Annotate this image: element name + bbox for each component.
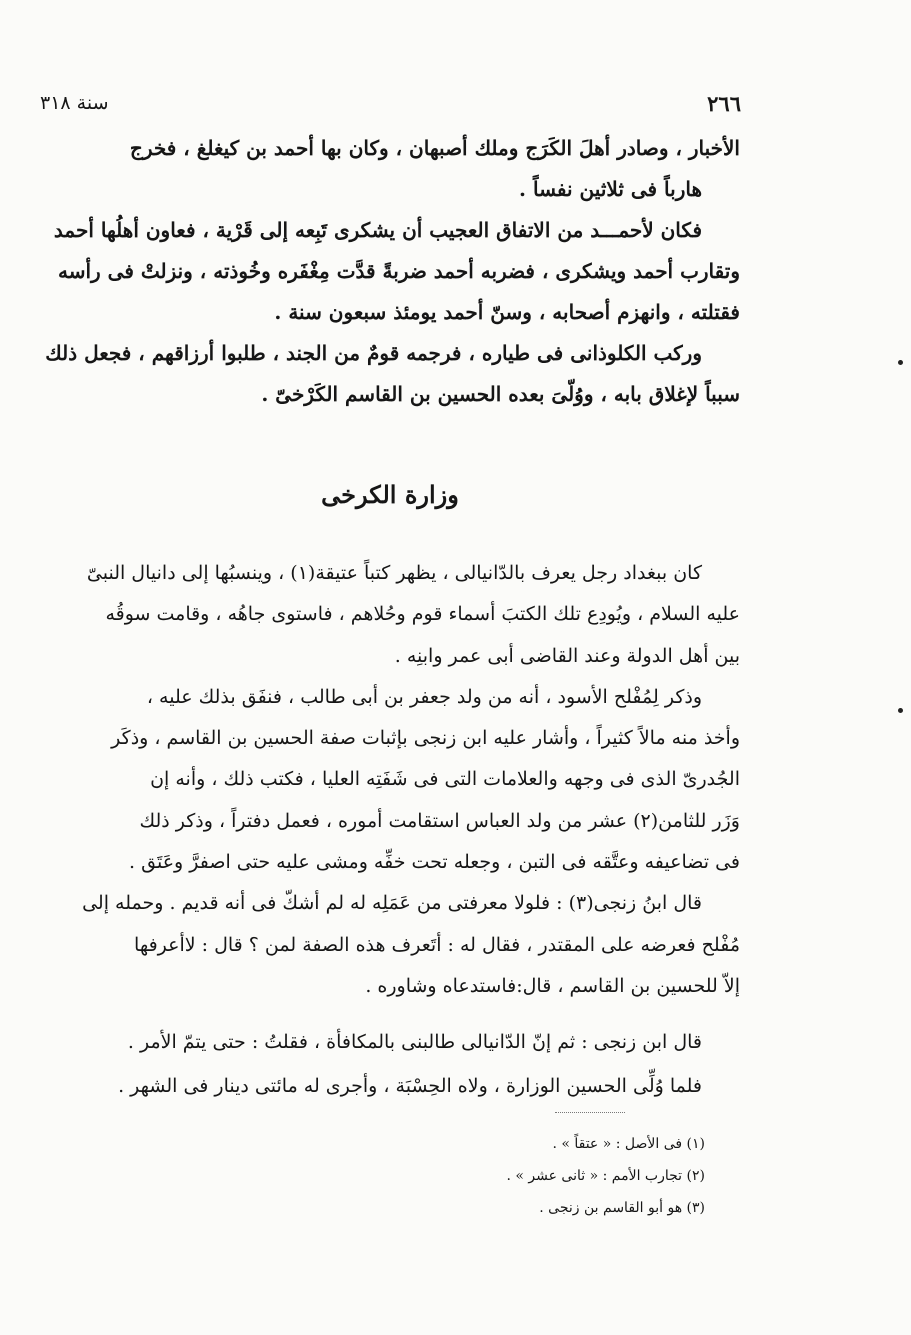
footnote-divider xyxy=(555,1112,625,1113)
text-line: هارباً فى ثلاثين نفساً . xyxy=(519,177,702,201)
page-number: ٢٦٦ xyxy=(707,90,741,116)
text-line: كان ببغداد رجل يعرف بالدّانيالى ، يظهر كتباً عتيقة(١) ، وينسبُها إلى دانيال النبىّ xyxy=(86,562,702,584)
text-line: وذكر لِمُفْلح الأسود ، أنه من ولد جعفر بن أبى طالب ، فنفَق بذلك عليه ، xyxy=(146,685,702,708)
text-line: الأخبار ، وصادر أهلَ الكَرَج وملك أصبهان ، وكان بها أحمد بن كيغلغ ، فخرج xyxy=(129,136,740,160)
text-line: عليه السلام ، ويُودِع تلك الكتبَ أسماء قوم وحُلاهم ، فاستوى جاهُه ، وقامت سوقُه xyxy=(105,603,740,626)
text-line: وَزَر للثامن(٢) عشر من ولد العباس استقامت أموره ، فعمل دفتراً ، وذكر ذلك xyxy=(139,809,740,832)
footnote: (١) فى الأصل : « عتقاً » . xyxy=(552,1136,705,1152)
section-2 xyxy=(40,553,740,1007)
text-line: قال ابنُ زنجى(٣) : فلولا معرفتى من عَمَلِه له لم أشكّ فى أنه قديم . وحمله إلى xyxy=(82,892,702,915)
margin-mark xyxy=(898,360,903,365)
text-line: إلاّ للحسين بن القاسم ، قال:فاستدعاه وشاوره . xyxy=(365,974,740,997)
text-line: وركب الكلوذانى فى طياره ، فرجمه قومٌ من الجند ، طلبوا أرزاقهم ، فجعل ذلك xyxy=(45,341,702,365)
text-line: مُفْلح فعرضه على المقتدر ، فقال له : أتَعرف هذه الصفة لمن ؟ قال : لاأعرفها xyxy=(134,933,740,956)
margin-mark xyxy=(898,708,903,713)
year-label: سنة ٣١٨ xyxy=(40,92,109,114)
text-line: قال ابن زنجى : ثم إنّ الدّانيالى طالبنى بالمكافأة ، فقلتُ : حتى يتمّ الأمر . xyxy=(127,1031,702,1053)
footnotes xyxy=(380,1128,705,1224)
text-line: فقتلته ، وانهزم أصحابه ، وسنّ أحمد يومئذ سبعون سنة . xyxy=(274,300,740,324)
text-line: الجُدرىّ الذى فى وجهه والعلامات التى فى شَفَتِه العليا ، فكتب ذلك ، وأنه إن xyxy=(150,768,740,791)
text-line: سبباً لإغلاق بابه ، ووُلّىَ بعده الحسين بن القاسم الكَرْخىّ . xyxy=(261,382,740,406)
section-1 xyxy=(40,128,740,415)
text-line: فلما وُلِّى الحسين الوزارة ، ولاه الحِسْبَة ، وأجرى له مائتى دينار فى الشهر . xyxy=(118,1075,702,1097)
section-3 xyxy=(40,1020,740,1108)
running-header xyxy=(40,88,741,118)
footnote: (٣) هو أبو القاسم بن زنجى . xyxy=(539,1200,705,1216)
footnote: (٢) تجارب الأمم : « ثانى عشر » . xyxy=(506,1168,705,1184)
text-line: فى تضاعيفه وعتَّقه فى التبن ، وجعله تحت خفِّه ومشى عليه حتى اصفرَّ وعَتَق . xyxy=(129,851,740,874)
text-line: وتقارب أحمد ويشكرى ، فضربه أحمد ضربةً قدَّت مِغْفَره وخُوذته ، ونزلتْ فى رأسه xyxy=(58,259,740,283)
text-line: وأخذ منه مالاً كثيراً ، وأشار عليه ابن زنجى بإثبات صفة الحسين بن القاسم ، وذكَر xyxy=(111,727,740,750)
text-line: فكان لأحمـــد من الاتفاق العجيب أن يشكرى تَبِعه إلى قَرْية ، فعاون أهلُها أحمد xyxy=(53,218,702,242)
section-heading: وزارة الكرخى xyxy=(321,480,459,509)
text-line: بين أهل الدولة وعند القاضى أبى عمر وابنِه . xyxy=(394,644,740,667)
